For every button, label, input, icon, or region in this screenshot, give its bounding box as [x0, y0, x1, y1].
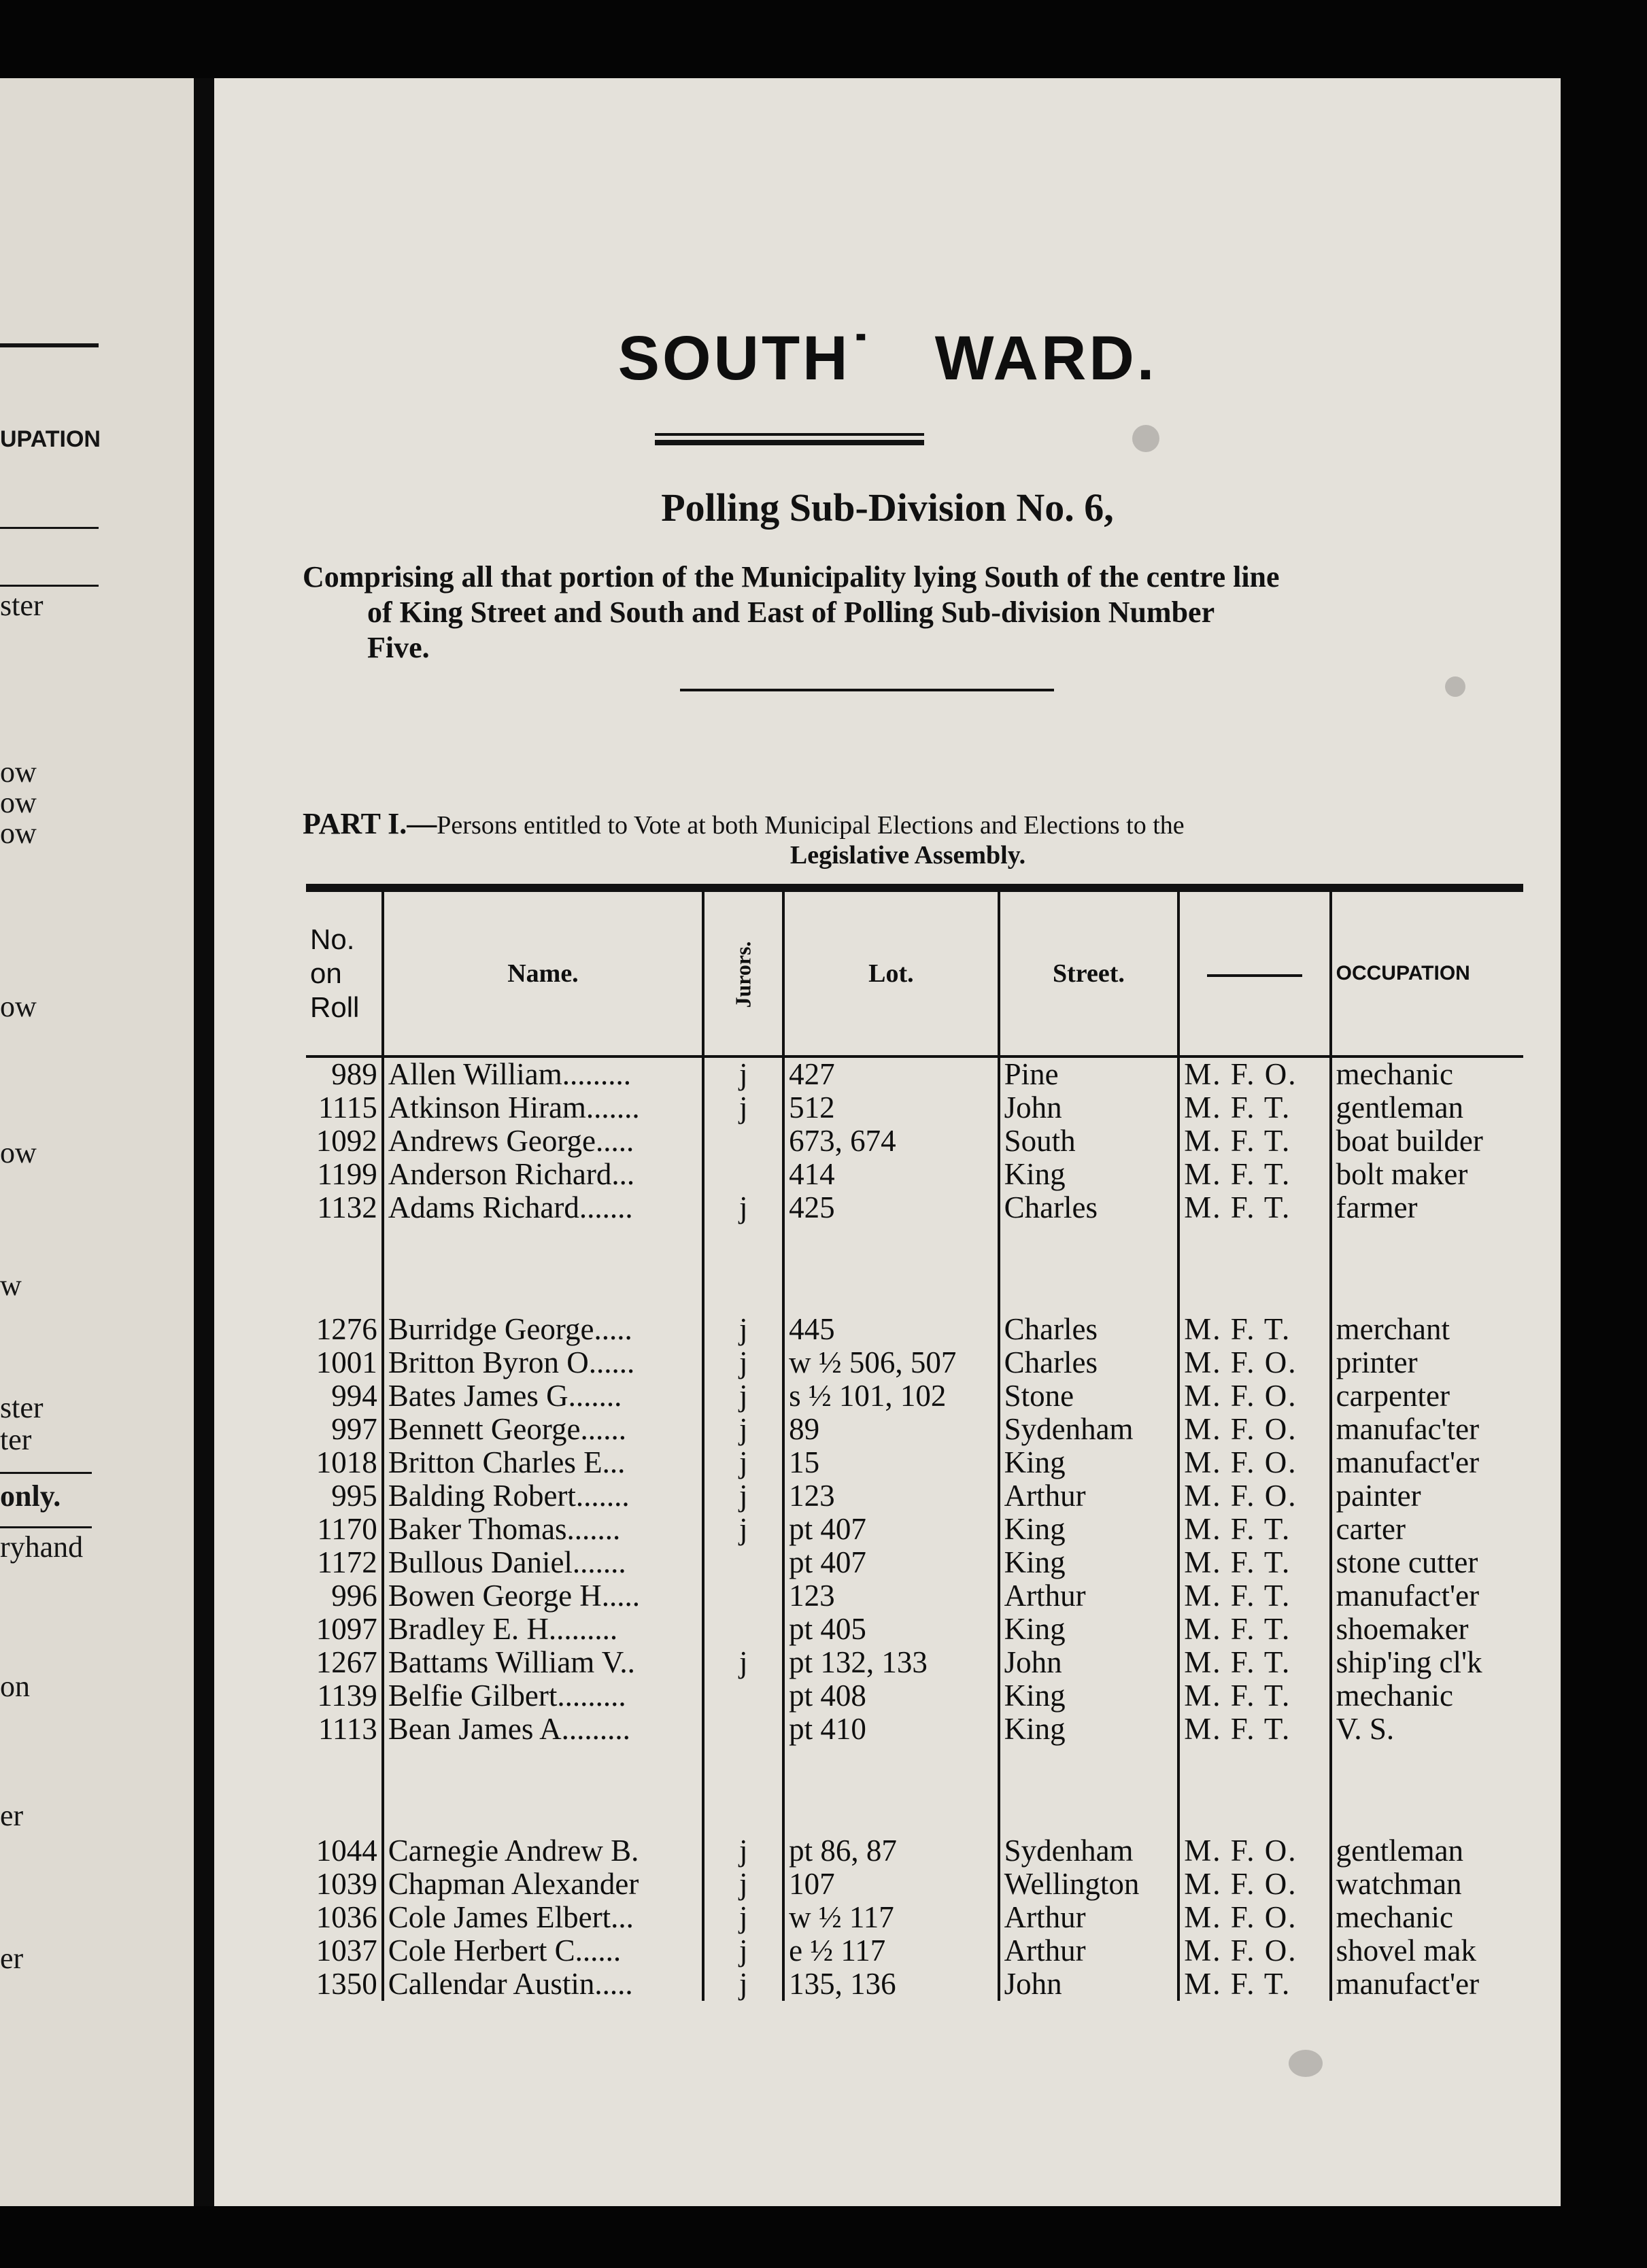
street: Sydenham [999, 1834, 1179, 1868]
lot: pt 86, 87 [783, 1834, 998, 1868]
lot: 15 [783, 1446, 998, 1479]
group-spacer [306, 1224, 1523, 1313]
qualification: M. F. T. [1178, 1613, 1330, 1646]
fragment-line: ow [0, 755, 37, 789]
occupation: manufact'er [1336, 1579, 1480, 1613]
fragment-line: ster [0, 589, 44, 622]
voter-name: Baker Thomas....... [383, 1513, 704, 1546]
roll-number: 1199 [306, 1158, 383, 1191]
title-rule [655, 433, 924, 436]
table-row [306, 1868, 1523, 1901]
voter-name: Cole Herbert C...... [383, 1934, 704, 1968]
occupation: mechanic [1336, 1679, 1454, 1713]
qualification: M. F. O. [1178, 1056, 1330, 1091]
voter-name: Allen William......... [383, 1056, 704, 1091]
spacer-cell [999, 1746, 1179, 1834]
header-jurors [703, 888, 783, 1056]
roll-number: 1276 [306, 1313, 383, 1346]
register-page [214, 78, 1561, 2206]
lot: 135, 136 [783, 1968, 998, 2001]
occupation: mechanic [1336, 1900, 1454, 1934]
lot: pt 408 [783, 1679, 998, 1713]
boundary-description [303, 560, 1513, 666]
roll-number: 1092 [306, 1124, 383, 1158]
spacer-cell [1178, 1746, 1330, 1834]
table-row [306, 1679, 1523, 1713]
table-row [306, 1546, 1523, 1579]
qualification: M. F. O. [1178, 1934, 1330, 1968]
fragment-rule [0, 527, 99, 529]
part-heading-tail: Legislative Assembly. [789, 841, 1026, 870]
occupation: manufact'er [1336, 1967, 1480, 2001]
qualification: M. F. T. [1178, 1124, 1330, 1158]
voter-name: Chapman Alexander [383, 1868, 704, 1901]
table-row [306, 1413, 1523, 1446]
spacer-cell [1331, 1224, 1523, 1313]
juror-mark: j [703, 1091, 783, 1124]
roll-number: 1350 [306, 1968, 383, 2001]
qualification: M. F. T. [1178, 1313, 1330, 1346]
header-occupation: OCCUPATION [1331, 888, 1523, 1056]
roll-number: 1115 [306, 1091, 383, 1124]
street: King [999, 1446, 1179, 1479]
occupation: stone cutter [1336, 1545, 1478, 1579]
fragment-line: ow [0, 817, 37, 850]
table-row [306, 1613, 1523, 1646]
lot: w ½ 506, 507 [783, 1346, 998, 1379]
voter-name: Bullous Daniel....... [383, 1546, 704, 1579]
spacer-cell [703, 1224, 783, 1313]
table-row [306, 1968, 1523, 2001]
qualification: M. F. O. [1178, 1346, 1330, 1379]
juror-mark: j [703, 1346, 783, 1379]
occupation: shovel mak [1336, 1934, 1476, 1968]
juror-mark: j [703, 1191, 783, 1224]
occupation: farmer [1336, 1190, 1418, 1224]
roll-number: 989 [306, 1056, 383, 1091]
title-rule [655, 440, 924, 445]
qualification: M. F. O. [1178, 1413, 1330, 1446]
qualification: M. F. T. [1178, 1513, 1330, 1546]
table-row [306, 1056, 1523, 1091]
table-row [306, 1346, 1523, 1379]
fragment-occupation-header: UPATION [0, 426, 101, 452]
voter-name: Bean James A......... [383, 1713, 704, 1746]
street: King [999, 1513, 1179, 1546]
occupation: shoemaker [1336, 1612, 1469, 1646]
occupation: gentleman [1336, 1834, 1464, 1868]
lot: 107 [783, 1868, 998, 1901]
juror-mark: j [703, 1513, 783, 1546]
spacer-cell [1331, 1746, 1523, 1834]
spacer-cell [783, 1746, 998, 1834]
qualification: M. F. O. [1178, 1901, 1330, 1934]
voters-roll-body [306, 1056, 1523, 2001]
voter-name: Carnegie Andrew B. [383, 1834, 704, 1868]
fragment-line: ow [0, 786, 37, 819]
table-row [306, 1091, 1523, 1124]
voter-name: Anderson Richard... [383, 1158, 704, 1191]
street: Charles [999, 1346, 1179, 1379]
street: Charles [999, 1313, 1179, 1346]
table-row [306, 1124, 1523, 1158]
voter-name: Belfie Gilbert......... [383, 1679, 704, 1713]
table-row [306, 1313, 1523, 1346]
fragment-line: w [0, 1269, 22, 1302]
qualification: M. F. T. [1178, 1713, 1330, 1746]
fragment-line: ster [0, 1391, 44, 1424]
occupation: printer [1336, 1345, 1418, 1379]
street: Wellington [999, 1868, 1179, 1901]
juror-mark [703, 1158, 783, 1191]
spacer-cell [999, 1224, 1179, 1313]
roll-number: 1044 [306, 1834, 383, 1868]
voters-roll-table [306, 884, 1523, 2001]
fragment-line: on [0, 1670, 30, 1703]
part-heading-lead: PART I.— [303, 807, 437, 840]
boundary-line: Five. [367, 631, 430, 664]
juror-mark: j [703, 1646, 783, 1679]
street: South [999, 1124, 1179, 1158]
roll-number: 1036 [306, 1901, 383, 1934]
lot: s ½ 101, 102 [783, 1379, 998, 1413]
street: King [999, 1158, 1179, 1191]
street: Stone [999, 1379, 1179, 1413]
lot: pt 132, 133 [783, 1646, 998, 1679]
lot: pt 405 [783, 1613, 998, 1646]
roll-number: 997 [306, 1413, 383, 1446]
spacer-cell [383, 1224, 704, 1313]
lot: 123 [783, 1579, 998, 1613]
lot: 89 [783, 1413, 998, 1446]
roll-number: 1037 [306, 1934, 383, 1968]
street: King [999, 1613, 1179, 1646]
qualification: M. F. O. [1178, 1834, 1330, 1868]
fragment-line: only. [0, 1479, 61, 1513]
street: Arthur [999, 1579, 1179, 1613]
header-street: Street. [999, 888, 1179, 1056]
part-heading [303, 809, 1513, 870]
roll-number: 1113 [306, 1713, 383, 1746]
adjacent-page-fragment [0, 78, 194, 2206]
lot: 445 [783, 1313, 998, 1346]
qualification: M. F. O. [1178, 1379, 1330, 1413]
page-gutter [194, 78, 214, 2206]
lot: 427 [783, 1056, 998, 1091]
occupation: manufact'er [1336, 1445, 1480, 1479]
header-status-dash [1178, 888, 1330, 1056]
table-row [306, 1158, 1523, 1191]
juror-mark [703, 1124, 783, 1158]
voter-name: Bennett George...... [383, 1413, 704, 1446]
header-no-line: on [310, 957, 342, 989]
table-row [306, 1834, 1523, 1868]
section-rule [680, 689, 1054, 691]
roll-number: 1172 [306, 1546, 383, 1579]
street: Arthur [999, 1934, 1179, 1968]
qualification: M. F. T. [1178, 1546, 1330, 1579]
roll-number: 1267 [306, 1646, 383, 1679]
roll-number: 996 [306, 1579, 383, 1613]
spacer-cell [306, 1224, 383, 1313]
voter-name: Atkinson Hiram....... [383, 1091, 704, 1124]
occupation: carpenter [1336, 1379, 1450, 1413]
voter-name: Bradley E. H......... [383, 1613, 704, 1646]
qualification: M. F. T. [1178, 1579, 1330, 1613]
street: John [999, 1091, 1179, 1124]
spacer-cell [783, 1224, 998, 1313]
fragment-line: er [0, 1799, 24, 1832]
street: King [999, 1713, 1179, 1746]
juror-mark [703, 1579, 783, 1613]
street: John [999, 1968, 1179, 2001]
lot: 123 [783, 1479, 998, 1513]
lot: 512 [783, 1091, 998, 1124]
qualification: M. F. T. [1178, 1191, 1330, 1224]
fragment-rule [0, 343, 99, 347]
header-no-line: Roll [310, 991, 360, 1023]
qualification: M. F. O. [1178, 1479, 1330, 1513]
table-row [306, 1191, 1523, 1224]
juror-mark: j [703, 1868, 783, 1901]
street: John [999, 1646, 1179, 1679]
fragment-line: ow [0, 990, 37, 1023]
table-row [306, 1513, 1523, 1546]
juror-mark [703, 1613, 783, 1646]
juror-mark [703, 1679, 783, 1713]
occupation: boat builder [1336, 1124, 1483, 1158]
table-row [306, 1934, 1523, 1968]
table-row [306, 1379, 1523, 1413]
street: King [999, 1679, 1179, 1713]
lot: 425 [783, 1191, 998, 1224]
qualification: M. F. T. [1178, 1158, 1330, 1191]
spacer-cell [703, 1746, 783, 1834]
header-lot: Lot. [783, 888, 998, 1056]
juror-mark [703, 1546, 783, 1579]
juror-mark: j [703, 1968, 783, 2001]
boundary-line: of King Street and South and East of Polling Sub-division Number [367, 596, 1215, 629]
qualification: M. F. T. [1178, 1091, 1330, 1124]
occupation: V. S. [1336, 1712, 1395, 1746]
juror-mark: j [703, 1379, 783, 1413]
roll-number: 1170 [306, 1513, 383, 1546]
occupation: carter [1336, 1512, 1406, 1546]
qualification: M. F. O. [1178, 1868, 1330, 1901]
lot: w ½ 117 [783, 1901, 998, 1934]
juror-mark: j [703, 1313, 783, 1346]
qualification: M. F. O. [1178, 1446, 1330, 1479]
street: Pine [999, 1056, 1179, 1091]
roll-number: 1132 [306, 1191, 383, 1224]
juror-mark: j [703, 1934, 783, 1968]
voter-name: Battams William V.. [383, 1646, 704, 1679]
juror-mark: j [703, 1834, 783, 1868]
juror-mark: j [703, 1413, 783, 1446]
fragment-line: ow [0, 1136, 37, 1169]
occupation: manufac'ter [1336, 1412, 1480, 1446]
occupation: watchman [1336, 1867, 1462, 1901]
header-no-on-roll [306, 888, 383, 1056]
juror-mark [703, 1713, 783, 1746]
table-row [306, 1579, 1523, 1613]
street: Arthur [999, 1901, 1179, 1934]
juror-mark: j [703, 1901, 783, 1934]
lot: pt 407 [783, 1513, 998, 1546]
spacer-cell [383, 1746, 704, 1834]
lot: pt 410 [783, 1713, 998, 1746]
qualification: M. F. T. [1178, 1679, 1330, 1713]
header-no-line: No. [310, 923, 355, 955]
roll-number: 1139 [306, 1679, 383, 1713]
voter-name: Callendar Austin..... [383, 1968, 704, 2001]
occupation: mechanic [1336, 1057, 1454, 1091]
street: Arthur [999, 1479, 1179, 1513]
ward-title: SOUTH˙ WARD. [617, 324, 1157, 393]
voter-name: Bowen George H..... [383, 1579, 704, 1613]
qualification: M. F. T. [1178, 1968, 1330, 2001]
occupation: gentleman [1336, 1090, 1464, 1124]
juror-mark: j [703, 1056, 783, 1091]
header-jurors-label: Jurors. [730, 941, 755, 1008]
fragment-line: ter [0, 1423, 32, 1456]
lot: 673, 674 [783, 1124, 998, 1158]
roll-number: 1039 [306, 1868, 383, 1901]
group-spacer [306, 1746, 1523, 1834]
fragment-rule [0, 585, 99, 587]
fragment-line: ryhand [0, 1530, 84, 1564]
roll-number: 995 [306, 1479, 383, 1513]
header-name: Name. [383, 888, 704, 1056]
juror-mark: j [703, 1479, 783, 1513]
fragment-rule [0, 1526, 92, 1528]
table-header-row [306, 888, 1523, 1056]
voter-name: Britton Byron O...... [383, 1346, 704, 1379]
lot: 414 [783, 1158, 998, 1191]
occupation: ship'ing cl'k [1336, 1645, 1482, 1679]
table-row [306, 1446, 1523, 1479]
voter-name: Cole James Elbert... [383, 1901, 704, 1934]
paper-blemish [1289, 2050, 1323, 2077]
roll-number: 1018 [306, 1446, 383, 1479]
juror-mark: j [703, 1446, 783, 1479]
table-row [306, 1479, 1523, 1513]
fragment-rule [0, 1472, 92, 1474]
table-row [306, 1713, 1523, 1746]
street: Sydenham [999, 1413, 1179, 1446]
paper-blemish [1132, 425, 1159, 452]
table-row [306, 1901, 1523, 1934]
occupation: painter [1336, 1479, 1421, 1513]
occupation: bolt maker [1336, 1157, 1468, 1191]
lot: e ½ 117 [783, 1934, 998, 1968]
lot: pt 407 [783, 1546, 998, 1579]
voter-name: Adams Richard....... [383, 1191, 704, 1224]
street: King [999, 1546, 1179, 1579]
voter-name: Burridge George..... [383, 1313, 704, 1346]
roll-number: 994 [306, 1379, 383, 1413]
table-row [306, 1646, 1523, 1679]
paper-blemish [1445, 676, 1465, 697]
street: Charles [999, 1191, 1179, 1224]
spacer-cell [1178, 1224, 1330, 1313]
voter-name: Andrews George..... [383, 1124, 704, 1158]
roll-number: 1097 [306, 1613, 383, 1646]
occupation: merchant [1336, 1312, 1450, 1346]
roll-number: 1001 [306, 1346, 383, 1379]
fragment-line: er [0, 1942, 24, 1975]
spacer-cell [306, 1746, 383, 1834]
voter-name: Bates James G....... [383, 1379, 704, 1413]
header-dash-rule [1207, 974, 1302, 977]
part-heading-text: Persons entitled to Vote at both Municipal Elections and Elections to the [437, 811, 1185, 840]
qualification: M. F. T. [1178, 1646, 1330, 1679]
subdivision-title: Polling Sub-Division No. 6, [661, 485, 1114, 530]
voter-name: Balding Robert....... [383, 1479, 704, 1513]
voter-name: Britton Charles E... [383, 1446, 704, 1479]
boundary-line: Comprising all that portion of the Municipality lying South of the centre line [303, 560, 1280, 594]
